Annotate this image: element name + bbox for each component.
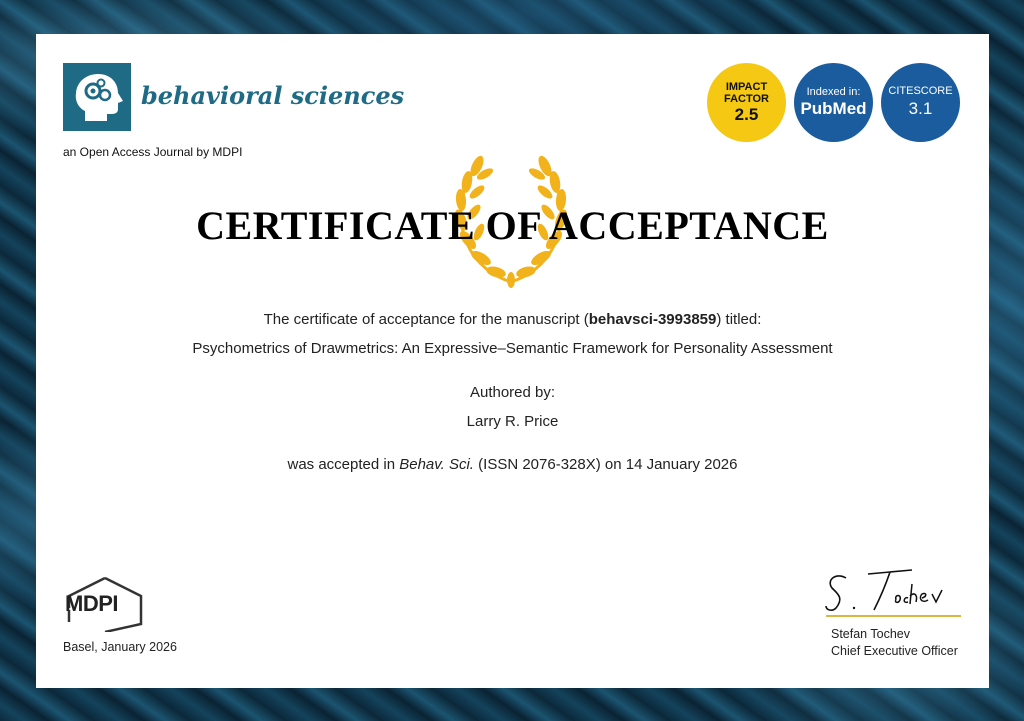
journal-name: behavioral sciences xyxy=(141,81,405,110)
intro-text-after: ) titled: xyxy=(716,311,762,328)
accepted-text-before: was accepted in xyxy=(287,456,400,473)
signer-title: Chief Executive Officer xyxy=(831,644,958,658)
impact-factor-badge xyxy=(707,63,786,142)
pubmed-value: PubMed xyxy=(800,99,867,118)
manuscript-title: Psychometrics of Drawmetrics: An Expressive–Semantic Framework for Personality Assessment xyxy=(192,340,833,357)
head-with-gears-icon xyxy=(63,63,131,131)
impact-line2: FACTOR xyxy=(723,92,770,105)
journal-logo xyxy=(63,63,131,131)
author-name: Larry R. Price xyxy=(466,413,559,430)
certificate-card xyxy=(36,34,989,688)
impact-line1: IMPACT xyxy=(725,80,768,93)
pubmed-badge xyxy=(794,63,873,142)
impact-value: 2.5 xyxy=(734,104,759,124)
mdpi-logo-text: MDPI xyxy=(65,591,118,616)
journal-subtitle: an Open Access Journal by MDPI xyxy=(63,145,243,159)
citescore-badge xyxy=(881,63,960,142)
location-date: Basel, January 2026 xyxy=(63,640,177,654)
manuscript-intro xyxy=(36,311,989,328)
journal-abbreviation: Behav. Sci. xyxy=(399,456,474,473)
pubmed-label: Indexed in: xyxy=(806,86,861,98)
mdpi-logo xyxy=(63,574,147,632)
manuscript-id: behavsci-3993859 xyxy=(588,311,717,328)
certificate-title: CERTIFICATE OF ACCEPTANCE xyxy=(196,203,829,248)
signer-block xyxy=(831,626,958,660)
citescore-label: CITESCORE xyxy=(888,85,953,97)
citescore-value: 3.1 xyxy=(908,99,933,118)
authored-label: Authored by: xyxy=(469,384,556,401)
signer-name: Stefan Tochev xyxy=(831,627,910,641)
acceptance-statement xyxy=(36,456,989,473)
intro-text-before: The certificate of acceptance for the manuscript ( xyxy=(263,311,589,328)
signature-line xyxy=(826,615,961,617)
signature-image xyxy=(824,564,964,616)
accepted-text-after: (ISSN 2076-328X) on 14 January 2026 xyxy=(473,456,738,473)
